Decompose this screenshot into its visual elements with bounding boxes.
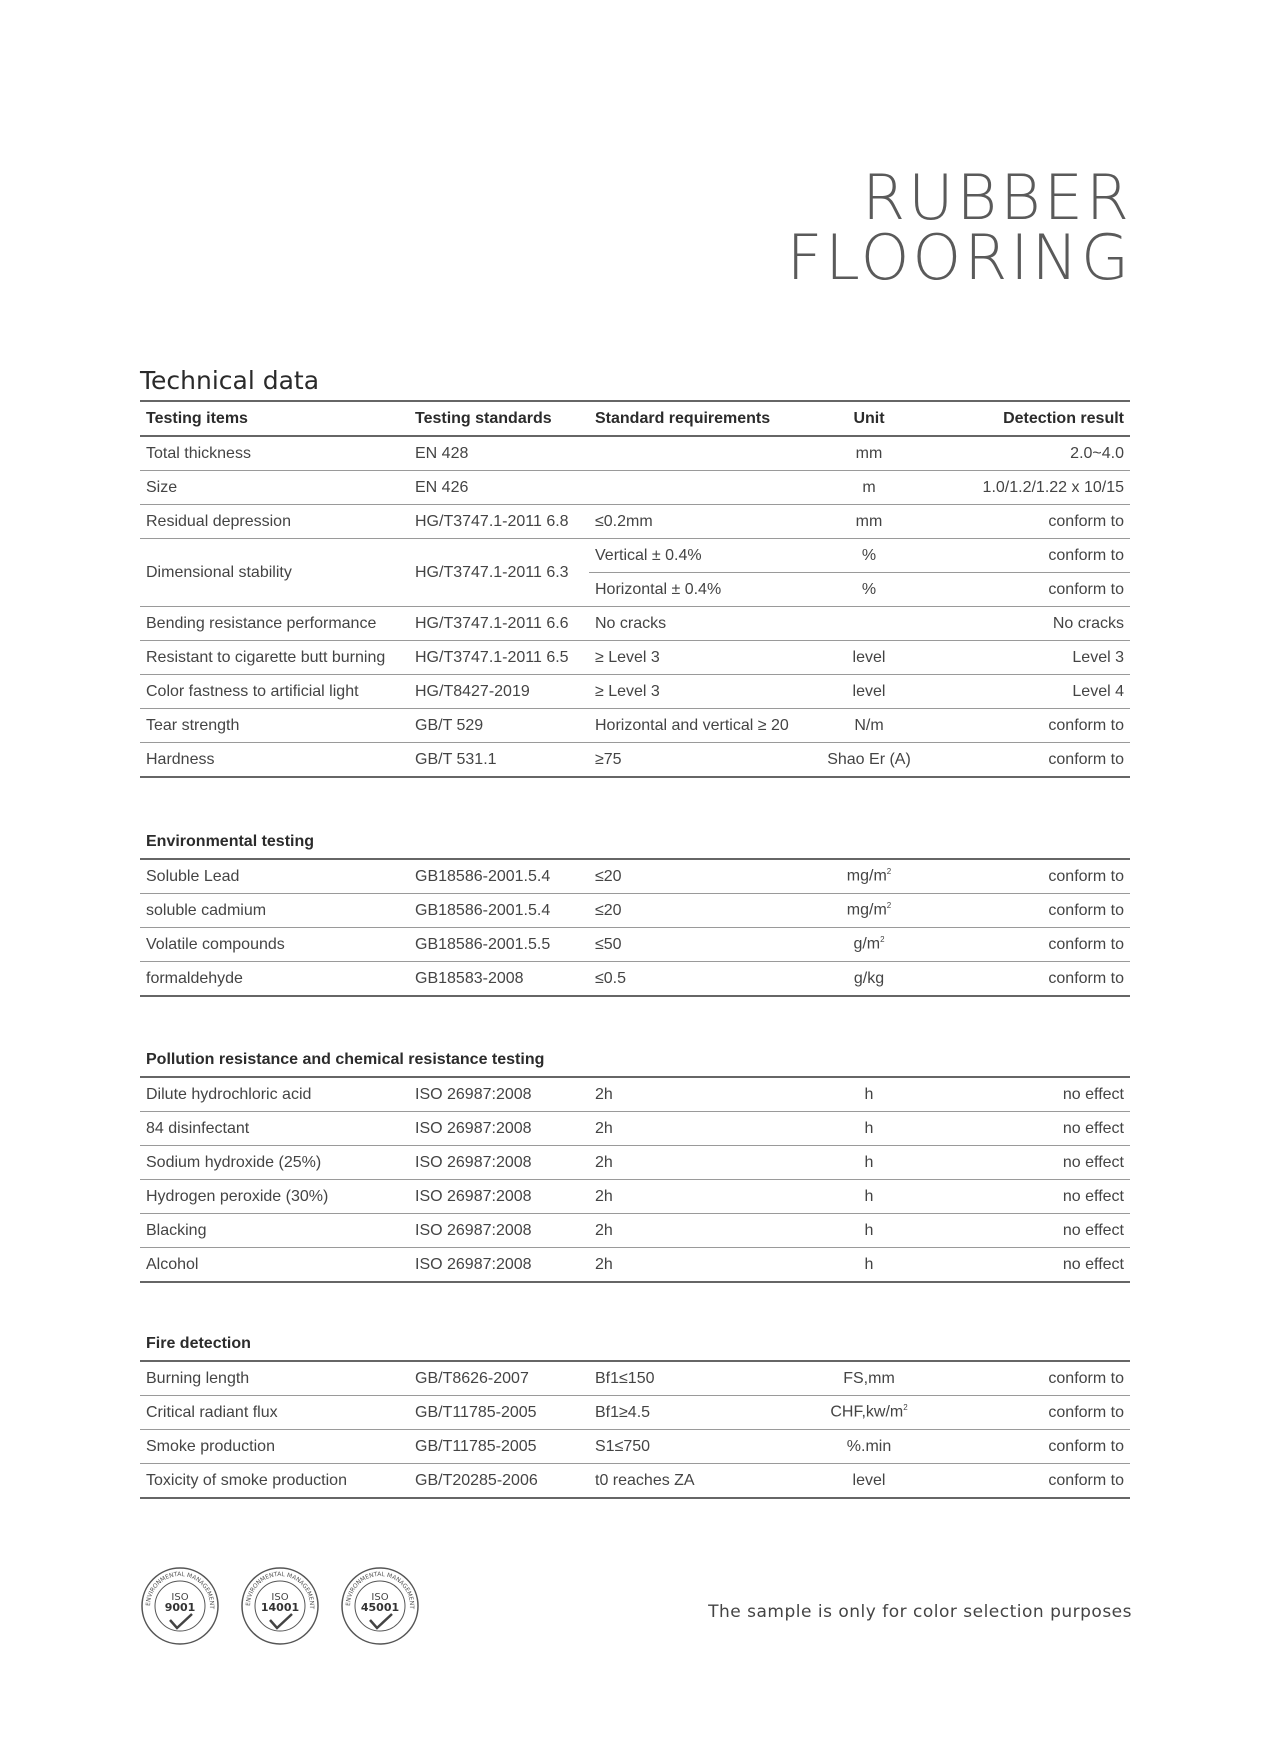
cell-testing-item: 84 disinfectant [140, 1112, 409, 1146]
footer-note: The sample is only for color selection purposes [708, 1602, 1132, 1622]
iso-9001-ring-text: ENVIRONMENTAL MANAGEMENT [144, 1570, 216, 1610]
cell-testing-item: Alcohol [140, 1248, 409, 1283]
table-header-row [140, 401, 1130, 436]
cell-detection-result: conform to [929, 928, 1130, 962]
cell-testing-standard: EN 428 [409, 436, 589, 471]
iso-14001-label: ISO [271, 1592, 289, 1603]
table-row [140, 1248, 1130, 1283]
cell-detection-result: conform to [929, 505, 1130, 539]
cell-standard-requirement: ≤20 [589, 894, 809, 928]
cell-testing-item: Critical radiant flux [140, 1396, 409, 1430]
cell-testing-standard: GB18586-2001.5.5 [409, 928, 589, 962]
cell-unit [809, 1396, 929, 1430]
cell-detection-result: 1.0/1.2/1.22 x 10/15 [929, 471, 1130, 505]
cell-testing-item: Residual depression [140, 505, 409, 539]
section-heading: Technical data [140, 366, 320, 395]
cell-unit: mm [809, 436, 929, 471]
cell-testing-standard: GB/T 529 [409, 709, 589, 743]
unit-text: g/kg [853, 969, 885, 987]
cell-standard-requirement: S1≤750 [589, 1430, 809, 1464]
certification-logos [140, 1566, 420, 1646]
cell-unit: Shao Er (A) [809, 743, 929, 778]
table-row [140, 1396, 1130, 1430]
unit-text: h [864, 1187, 874, 1205]
cell-standard-requirement: 2h [589, 1077, 809, 1112]
cell-unit [809, 1361, 929, 1396]
cell-testing-standard: EN 426 [409, 471, 589, 505]
technical-table [140, 400, 1130, 778]
cell-testing-item: Total thickness [140, 436, 409, 471]
table-row [140, 1361, 1130, 1396]
checkmark-icon [370, 1614, 392, 1628]
cell-detection-result: 2.0~4.0 [929, 436, 1130, 471]
cell-detection-result: no effect [929, 1146, 1130, 1180]
cell-unit: level [809, 641, 929, 675]
cell-testing-item: Burning length [140, 1361, 409, 1396]
table-row [140, 1077, 1130, 1112]
cell-standard-requirement: Horizontal ± 0.4% [589, 573, 809, 607]
cell-unit [809, 962, 929, 997]
title-line-1: RUBBER [862, 161, 1132, 234]
table-row [140, 471, 1130, 505]
checkmark-icon [170, 1614, 192, 1628]
cell-testing-item: Resistant to cigarette butt burning [140, 641, 409, 675]
cell-testing-standard: HG/T3747.1-2011 6.3 [409, 539, 589, 607]
iso-45001-logo [340, 1566, 420, 1646]
cell-testing-standard: ISO 26987:2008 [409, 1180, 589, 1214]
cell-standard-requirement: Bf1≤150 [589, 1361, 809, 1396]
table-row [140, 1112, 1130, 1146]
fire-table [140, 1328, 1130, 1499]
cell-detection-result: no effect [929, 1077, 1130, 1112]
unit-superscript: 2 [886, 867, 892, 877]
cell-testing-item: Bending resistance performance [140, 607, 409, 641]
unit-text: %.min [846, 1437, 892, 1455]
unit-text: mg/m [846, 901, 887, 919]
cell-testing-item: Color fastness to artificial light [140, 675, 409, 709]
cell-detection-result: conform to [929, 1464, 1130, 1499]
pollution-title: Pollution resistance and chemical resistance testing [140, 1044, 1130, 1077]
header-standard-requirements: Standard requirements [589, 401, 809, 436]
cell-detection-result: Level 4 [929, 675, 1130, 709]
unit-superscript: 2 [880, 935, 885, 945]
cell-testing-standard: ISO 26987:2008 [409, 1146, 589, 1180]
cell-standard-requirement: ≥75 [589, 743, 809, 778]
cell-standard-requirement: ≥ Level 3 [589, 641, 809, 675]
cell-detection-result: Level 3 [929, 641, 1130, 675]
cell-standard-requirement: Bf1≥4.5 [589, 1396, 809, 1430]
header-testing-items: Testing items [140, 401, 409, 436]
cell-standard-requirement: t0 reaches ZA [589, 1464, 809, 1499]
unit-text: CHF,kw/m [830, 1403, 904, 1421]
cell-detection-result: no effect [929, 1112, 1130, 1146]
cell-detection-result: no effect [929, 1180, 1130, 1214]
iso-9001-logo [140, 1566, 220, 1646]
cell-testing-item: Size [140, 471, 409, 505]
iso-9001-label: ISO [171, 1592, 189, 1603]
title-line-2: FLOORING [786, 221, 1132, 294]
cell-unit [809, 928, 929, 962]
unit-text: h [864, 1153, 874, 1171]
cell-detection-result: conform to [929, 709, 1130, 743]
table-row [140, 1146, 1130, 1180]
cell-standard-requirement [589, 471, 809, 505]
cell-testing-standard: ISO 26987:2008 [409, 1248, 589, 1283]
cell-unit [809, 607, 929, 641]
cell-testing-item: soluble cadmium [140, 894, 409, 928]
cell-testing-item: Volatile compounds [140, 928, 409, 962]
iso-45001-ring-text: ENVIRONMENTAL MANAGEMENT [344, 1570, 416, 1610]
environmental-table [140, 826, 1130, 997]
header-detection-result: Detection result [929, 401, 1130, 436]
table-row [140, 859, 1130, 894]
unit-text: g/m [853, 935, 881, 953]
table-row [140, 894, 1130, 928]
table-row [140, 436, 1130, 471]
cell-testing-standard: HG/T3747.1-2011 6.5 [409, 641, 589, 675]
cell-unit [809, 1112, 929, 1146]
cell-unit [809, 1146, 929, 1180]
cell-testing-item: Smoke production [140, 1430, 409, 1464]
table-row [140, 607, 1130, 641]
table-row [140, 539, 1130, 573]
cell-unit: % [809, 539, 929, 573]
cell-testing-item: formaldehyde [140, 962, 409, 997]
cell-unit: N/m [809, 709, 929, 743]
checkmark-icon [270, 1614, 292, 1628]
unit-text: h [864, 1085, 874, 1103]
cell-standard-requirement: ≤20 [589, 859, 809, 894]
cell-detection-result: conform to [929, 743, 1130, 778]
table-row [140, 928, 1130, 962]
cell-standard-requirement: ≥ Level 3 [589, 675, 809, 709]
cell-detection-result: conform to [929, 539, 1130, 573]
table-row [140, 1430, 1130, 1464]
cell-unit [809, 894, 929, 928]
cell-standard-requirement: 2h [589, 1180, 809, 1214]
unit-text: FS,mm [843, 1369, 895, 1387]
cell-testing-standard: GB/T11785-2005 [409, 1430, 589, 1464]
cell-unit [809, 1430, 929, 1464]
unit-text: level [852, 1471, 886, 1489]
cell-unit: mm [809, 505, 929, 539]
cell-standard-requirement: No cracks [589, 607, 809, 641]
table-row [140, 1464, 1130, 1499]
cell-unit [809, 859, 929, 894]
table-row [140, 505, 1130, 539]
unit-text: h [864, 1119, 874, 1137]
table-row [140, 709, 1130, 743]
cell-testing-standard: GB/T11785-2005 [409, 1396, 589, 1430]
cell-detection-result: conform to [929, 859, 1130, 894]
unit-text: h [864, 1255, 874, 1273]
cell-unit [809, 1180, 929, 1214]
cell-testing-standard: GB/T 531.1 [409, 743, 589, 778]
cell-detection-result: conform to [929, 1430, 1130, 1464]
iso-14001-number: 14001 [260, 1601, 300, 1614]
pollution-table [140, 1044, 1130, 1283]
cell-testing-standard: HG/T8427-2019 [409, 675, 589, 709]
unit-text: mg/m [846, 867, 887, 885]
iso-14001-logo [240, 1566, 320, 1646]
cell-detection-result: conform to [929, 894, 1130, 928]
cell-detection-result: No cracks [929, 607, 1130, 641]
cell-unit [809, 1248, 929, 1283]
cell-detection-result: conform to [929, 1396, 1130, 1430]
iso-9001-number: 9001 [164, 1601, 196, 1614]
unit-superscript: 2 [886, 901, 892, 911]
cell-unit: m [809, 471, 929, 505]
header-testing-standards: Testing standards [409, 401, 589, 436]
cell-standard-requirement [589, 436, 809, 471]
cell-testing-item: Soluble Lead [140, 859, 409, 894]
cell-testing-item: Dilute hydrochloric acid [140, 1077, 409, 1112]
cell-standard-requirement: 2h [589, 1146, 809, 1180]
cell-detection-result: conform to [929, 962, 1130, 997]
fire-title: Fire detection [140, 1328, 1130, 1361]
cell-testing-standard: GB18586-2001.5.4 [409, 894, 589, 928]
cell-detection-result: no effect [929, 1248, 1130, 1283]
environmental-title: Environmental testing [140, 826, 1130, 859]
cell-testing-item: Tear strength [140, 709, 409, 743]
cell-standard-requirement: 2h [589, 1112, 809, 1146]
page-title [786, 161, 1132, 294]
cell-testing-item: Hydrogen peroxide (30%) [140, 1180, 409, 1214]
iso-45001-number: 45001 [360, 1601, 400, 1614]
cell-detection-result: conform to [929, 1361, 1130, 1396]
cell-unit [809, 1214, 929, 1248]
cell-testing-item: Toxicity of smoke production [140, 1464, 409, 1499]
cell-testing-standard: GB18583-2008 [409, 962, 589, 997]
cell-testing-item: Sodium hydroxide (25%) [140, 1146, 409, 1180]
cell-unit [809, 1077, 929, 1112]
cell-testing-standard: HG/T3747.1-2011 6.6 [409, 607, 589, 641]
table-row [140, 641, 1130, 675]
cell-testing-item: Blacking [140, 1214, 409, 1248]
cell-standard-requirement: ≤0.2mm [589, 505, 809, 539]
iso-14001-ring-text: ENVIRONMENTAL MANAGEMENT [244, 1570, 316, 1610]
cell-detection-result: no effect [929, 1214, 1130, 1248]
cell-testing-standard: GB18586-2001.5.4 [409, 859, 589, 894]
cell-testing-standard: ISO 26987:2008 [409, 1077, 589, 1112]
cell-standard-requirement: 2h [589, 1248, 809, 1283]
table-row [140, 1180, 1130, 1214]
cell-testing-item: Dimensional stability [140, 539, 409, 607]
table-row [140, 1214, 1130, 1248]
table-row [140, 675, 1130, 709]
cell-testing-standard: GB/T20285-2006 [409, 1464, 589, 1499]
cell-standard-requirement: Horizontal and vertical ≥ 20 [589, 709, 809, 743]
cell-testing-standard: ISO 26987:2008 [409, 1214, 589, 1248]
cell-standard-requirement: ≤50 [589, 928, 809, 962]
cell-standard-requirement: Vertical ± 0.4% [589, 539, 809, 573]
cell-unit: % [809, 573, 929, 607]
cell-unit [809, 1464, 929, 1499]
cell-testing-standard: HG/T3747.1-2011 6.8 [409, 505, 589, 539]
cell-testing-standard: GB/T8626-2007 [409, 1361, 589, 1396]
unit-text: h [864, 1221, 874, 1239]
cell-testing-standard: ISO 26987:2008 [409, 1112, 589, 1146]
unit-superscript: 2 [903, 1403, 908, 1413]
cell-standard-requirement: ≤0.5 [589, 962, 809, 997]
header-unit: Unit [809, 401, 929, 436]
iso-45001-label: ISO [371, 1592, 389, 1603]
cell-standard-requirement: 2h [589, 1214, 809, 1248]
cell-testing-item: Hardness [140, 743, 409, 778]
cell-unit: level [809, 675, 929, 709]
cell-detection-result: conform to [929, 573, 1130, 607]
table-row [140, 743, 1130, 778]
table-row [140, 962, 1130, 997]
